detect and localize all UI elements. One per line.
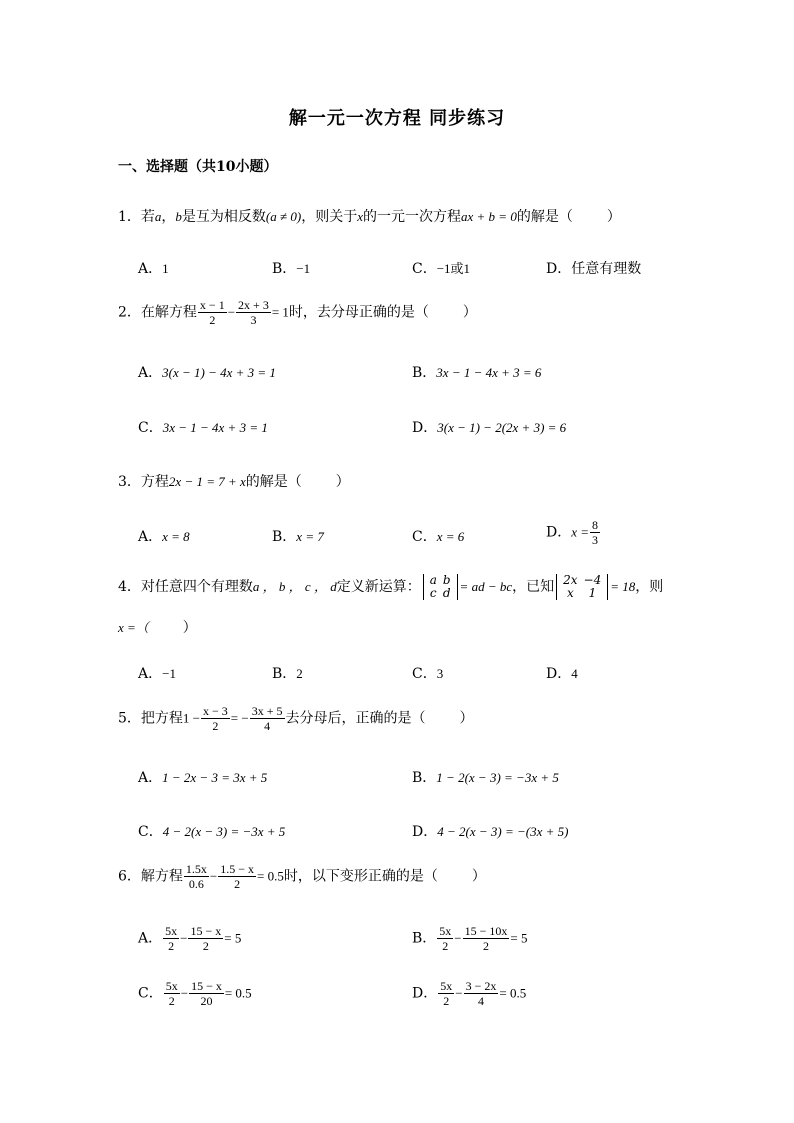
question-2 xyxy=(118,298,477,327)
option-label: A． xyxy=(138,930,163,947)
denominator: 2 xyxy=(483,939,490,953)
q3-close-paren: ） xyxy=(335,474,350,490)
q1-text: 若 xyxy=(140,209,155,225)
option-fraction xyxy=(438,979,454,1008)
option-fraction xyxy=(437,924,453,953)
q2-text: 时，去分母正确的是（ xyxy=(288,304,429,321)
q6-option-a[interactable] xyxy=(138,924,241,953)
denominator: 2 xyxy=(209,313,216,327)
q5-fraction-1 xyxy=(201,704,230,733)
denominator: 20 xyxy=(200,994,213,1008)
q4-value: = 18 xyxy=(610,579,636,594)
option-label: B． xyxy=(272,261,297,277)
option-text: 任意有理数 xyxy=(571,261,642,277)
question-4 xyxy=(118,574,663,600)
matrix-entry: c xyxy=(429,586,437,600)
option-label: A． xyxy=(138,365,163,381)
matrix-entry: 2x xyxy=(563,573,578,587)
q6-fraction-1 xyxy=(184,862,209,891)
option-label: C． xyxy=(138,420,163,436)
numerator: 1.5x xyxy=(185,862,207,876)
option-text: 3x − 1 − 4x + 3 = 6 xyxy=(436,365,542,380)
option-label: A． xyxy=(138,529,163,545)
q1-text: 的一元一次方程 xyxy=(363,209,461,225)
q1-text: 的解是（ xyxy=(516,209,573,225)
option-text: 1 xyxy=(162,261,169,276)
option-rhs: = 5 xyxy=(510,930,528,946)
q4-determinant-definition xyxy=(423,574,458,600)
matrix-entry: a xyxy=(429,573,437,587)
q3-d-fraction xyxy=(590,518,600,547)
option-text: 3x − 1 − 4x + 3 = 1 xyxy=(162,420,268,435)
denominator: 0.6 xyxy=(188,877,204,891)
option-text: 4 − 2(x − 3) = −(3x + 5) xyxy=(437,824,569,839)
q3-text: 的解是（ xyxy=(245,474,302,490)
section-heading: 一、选择题（共10小题） xyxy=(118,159,278,175)
option-label: D． xyxy=(412,420,438,436)
option-text: x = xyxy=(571,524,590,540)
q5-prefix: 1 − xyxy=(182,710,201,726)
option-text: x = 7 xyxy=(296,529,324,544)
q5-option-b[interactable] xyxy=(412,767,559,787)
option-text: 3(x − 1) − 2(2x + 3) = 6 xyxy=(437,420,567,435)
denominator: 2 xyxy=(443,994,450,1008)
q2-text: 在解方程 xyxy=(140,304,197,321)
q5-equals-minus: = − xyxy=(230,710,249,726)
q6-fraction-2 xyxy=(218,862,256,891)
question-3 xyxy=(118,471,350,491)
option-label: B． xyxy=(272,666,297,682)
numerator: 5x xyxy=(439,924,452,938)
q1-option-c[interactable] xyxy=(412,258,470,278)
q1-text: ，则关于 xyxy=(301,209,358,225)
option-text: 1 − 2(x − 3) = −3x + 5 xyxy=(436,770,559,785)
option-text: x = 6 xyxy=(436,529,465,544)
q4-definition: = ad − bc xyxy=(459,579,513,594)
denominator: 3 xyxy=(250,313,257,327)
option-label: A． xyxy=(138,261,163,277)
numerator: 15 − x xyxy=(190,924,222,938)
numerator: 8 xyxy=(592,518,599,532)
option-label: C． xyxy=(138,985,163,1002)
q1-option-d[interactable] xyxy=(546,258,641,278)
q4-text: 定义新运算： xyxy=(336,579,421,595)
denominator: 4 xyxy=(477,994,484,1008)
q6-close-paren: ） xyxy=(471,868,486,885)
numerator: 1.5 − x xyxy=(220,862,255,876)
numerator: 2x + 3 xyxy=(238,298,269,312)
q5-number: 5． xyxy=(118,710,141,727)
denominator: 2 xyxy=(212,719,219,733)
option-label: A． xyxy=(138,666,163,682)
q5-option-a[interactable] xyxy=(138,767,267,787)
matrix-entry: 1 xyxy=(588,586,597,600)
option-text: 2 xyxy=(296,666,303,681)
numerator: 5x xyxy=(165,924,178,938)
option-text: −1 xyxy=(162,666,176,681)
option-label: D． xyxy=(412,824,438,840)
q4-option-a[interactable] xyxy=(138,663,176,683)
option-label: B． xyxy=(412,365,437,381)
option-rhs: = 0.5 xyxy=(499,985,527,1001)
matrix-entry: d xyxy=(442,586,451,600)
option-label: C． xyxy=(138,824,163,840)
option-text: 4 xyxy=(571,666,578,681)
q4-text: 对任意四个有理数 xyxy=(140,579,253,595)
matrix-entry: b xyxy=(442,573,451,587)
q6-option-d[interactable] xyxy=(412,979,526,1008)
option-label: D． xyxy=(546,524,572,541)
denominator: 3 xyxy=(592,533,599,547)
q6-option-c[interactable] xyxy=(138,979,252,1008)
denominator: 2 xyxy=(442,939,449,953)
option-text: x = 8 xyxy=(162,529,190,544)
option-fraction xyxy=(464,979,499,1008)
numerator: 15 − x xyxy=(191,979,222,993)
q1-var-x: x xyxy=(357,209,363,224)
q5-close-paren: ） xyxy=(459,710,474,727)
q4-number: 4． xyxy=(118,579,141,595)
option-text: −1或1 xyxy=(436,261,471,276)
q6-text: 解方程 xyxy=(140,868,183,885)
matrix-entry: −4 xyxy=(583,573,602,587)
q4-text: ，已知 xyxy=(512,579,555,595)
q3-option-b[interactable] xyxy=(272,526,324,546)
q1-sep: ， xyxy=(161,209,176,225)
option-label: C． xyxy=(412,666,437,682)
q5-fraction-2 xyxy=(250,704,285,733)
q2-fraction-1 xyxy=(198,298,227,327)
option-fraction xyxy=(163,924,179,953)
q3-equation: 2x − 1 = 7 + x xyxy=(168,474,246,489)
question-5 xyxy=(118,704,474,733)
q6-text: 时，以下变形正确的是（ xyxy=(283,868,438,885)
option-fraction xyxy=(188,924,223,953)
q5-text: 把方程 xyxy=(140,710,183,727)
q3-text: 方程 xyxy=(140,474,169,490)
q1-equation: ax + b = 0 xyxy=(461,209,517,224)
numerator: 3x + 5 xyxy=(251,704,283,718)
q1-option-b[interactable] xyxy=(272,258,310,278)
q3-option-d[interactable] xyxy=(546,518,601,547)
q6-number: 6． xyxy=(118,868,141,885)
option-label: B． xyxy=(412,770,437,786)
option-label: B． xyxy=(412,930,437,947)
q2-minus: − xyxy=(227,304,236,320)
option-text: 1 − 2x − 3 = 3x + 5 xyxy=(162,770,268,785)
option-fraction xyxy=(164,979,180,1008)
question-1 xyxy=(118,206,621,226)
option-label: A． xyxy=(138,770,163,786)
option-minus: − xyxy=(180,930,188,946)
option-label: D． xyxy=(546,666,572,682)
q2-fraction-2 xyxy=(236,298,271,327)
numerator: 5x xyxy=(440,979,453,993)
q2-option-b[interactable] xyxy=(412,362,541,382)
option-text: 4 − 2(x − 3) = −3x + 5 xyxy=(162,824,286,839)
denominator: 4 xyxy=(264,719,271,733)
denominator: 2 xyxy=(168,994,175,1008)
q5-option-c[interactable] xyxy=(138,821,285,841)
option-fraction xyxy=(189,979,224,1008)
numerator: 15 − 10x xyxy=(464,924,508,938)
q1-close-paren: ） xyxy=(606,209,621,225)
question-4-line-2 xyxy=(118,617,197,637)
option-minus: − xyxy=(454,930,462,946)
q4-determinant-given xyxy=(556,574,608,600)
q4-line2: x =（ xyxy=(118,620,149,635)
q4-option-c[interactable] xyxy=(412,663,443,683)
numerator: 3 − 2x xyxy=(465,979,497,993)
q2-option-a[interactable] xyxy=(138,362,276,382)
page-title: 解一元一次方程 同步练习 xyxy=(288,108,506,129)
q2-option-c[interactable] xyxy=(138,417,268,437)
q5-text: 去分母后，正确的是（ xyxy=(285,710,426,727)
option-rhs: = 5 xyxy=(224,930,242,946)
q4-text: ，则 xyxy=(635,579,664,595)
q1-text: 是互为相反数 xyxy=(181,209,266,225)
numerator: x − 3 xyxy=(203,704,228,718)
q5-option-d[interactable] xyxy=(412,821,568,841)
q2-number: 2． xyxy=(118,304,141,321)
q2-rhs: = 1 xyxy=(271,304,289,320)
option-label: D． xyxy=(546,261,572,277)
q3-number: 3． xyxy=(118,474,141,490)
q3-option-c[interactable] xyxy=(412,526,464,546)
option-rhs: = 0.5 xyxy=(224,985,252,1001)
q6-option-b[interactable] xyxy=(412,924,528,953)
q6-rhs: = 0.5 xyxy=(257,868,284,884)
option-label: D． xyxy=(412,985,438,1002)
q1-var-b: b xyxy=(175,209,182,224)
option-label: C． xyxy=(412,261,437,277)
q4-option-b[interactable] xyxy=(272,663,303,683)
q3-option-a[interactable] xyxy=(138,526,190,546)
q6-minus: − xyxy=(209,868,218,884)
q4-option-d[interactable] xyxy=(546,663,578,683)
option-text: 3 xyxy=(436,666,444,681)
q1-option-a[interactable] xyxy=(138,258,169,278)
numerator: x − 1 xyxy=(199,298,225,312)
option-text: −1 xyxy=(296,261,311,276)
question-6 xyxy=(118,862,486,891)
q4-close-paren: ） xyxy=(182,620,197,636)
denominator: 2 xyxy=(234,877,241,891)
option-minus: − xyxy=(180,985,189,1001)
q4-variables: a ， b ， c ， d xyxy=(252,579,337,594)
q1-number: 1． xyxy=(118,209,141,225)
matrix-entry: x xyxy=(566,586,574,600)
q1-condition: (a ≠ 0) xyxy=(265,209,302,224)
denominator: 2 xyxy=(202,939,209,953)
option-label: C． xyxy=(412,529,437,545)
q2-option-d[interactable] xyxy=(412,417,566,437)
option-label: B． xyxy=(272,529,297,545)
numerator: 5x xyxy=(165,979,178,993)
q1-var-a: a xyxy=(154,209,162,224)
option-minus: − xyxy=(455,985,463,1001)
option-text: 3(x − 1) − 4x + 3 = 1 xyxy=(162,365,276,380)
denominator: 2 xyxy=(168,939,175,953)
option-fraction xyxy=(463,924,510,953)
q2-close-paren: ） xyxy=(462,304,477,321)
